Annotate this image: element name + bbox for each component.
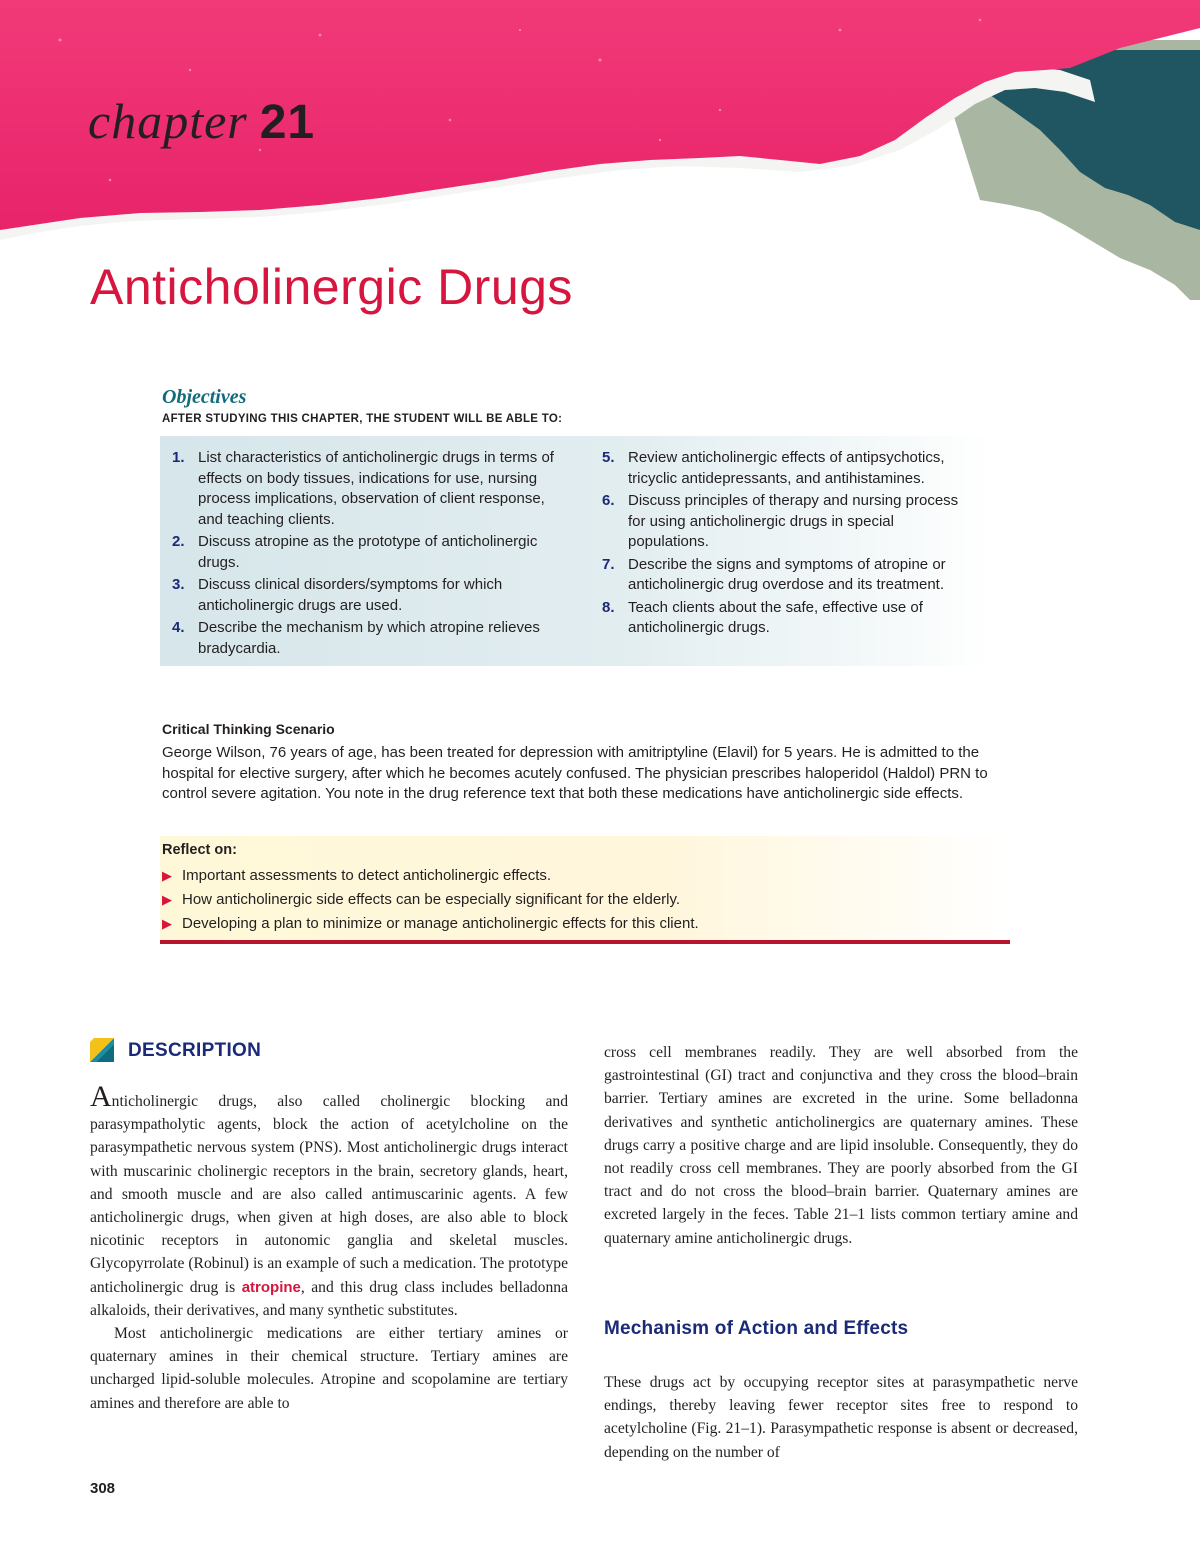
description-section-icon <box>90 1038 114 1062</box>
mechanism-column <box>604 1371 1078 1464</box>
description-paragraph-3: cross cell membranes readily. They are well absorbed from the gastrointestinal (GI) tract and conjunctiva and they cross the blood–brain barrier. Tertiary amines are excreted in the urine. Some belladonna derivatives and synthetic anticholinergics are quaternary amines. These drugs carry a positive charge and are lipid insoluble. Consequently, they do not readily cross cell membranes. They are poorly absorbed from the GI tract and do not cross the blood–brain barrier. Quaternary amines are excreted largely in the feces. Table 21–1 lists common tertiary amine and quaternary amine anticholinergic drugs. <box>604 1044 1078 1247</box>
description-paragraph-2: Most anticholinergic medications are either tertiary amines or quaternary amines in their chemical structure. Tertiary amines are uncharged lipid-soluble molecules. Atropine and scopolamine are tertiary amines and therefore are able to <box>90 1325 568 1412</box>
description-paragraph-1: Anticholinergic drugs, also called cholinergic blocking and parasympatholytic agents, block the action of acetylcholine on the parasympathetic nervous system (PNS). Most anticholinergic drugs interact with muscarinic cholinergic receptors in the brain, secretory glands, heart, and smooth muscle and are also called antimuscarinic agents. A few anticholinergic drugs, when given at high doses, are also able to block nicotinic receptors in autonomic ganglia and skeletal muscles. Glycopyrrolate (Robinul) is an example of such a medication. The prototype anticholinergic drug is atropine, and this drug class includes belladonna alkaloids, their derivatives, and many synthetic substitutes. <box>90 1080 568 1319</box>
objective-item: 4. Describe the mechanism by which atropine relieves bradycardia. <box>172 619 540 657</box>
objective-item: 1. List characteristics of anticholinergic drugs in terms of effects on body tissues, indications for use, nursing process implications, observation of client response, and teaching clients. <box>172 449 554 528</box>
arrow-bullet-icon: ▶ <box>162 868 172 883</box>
mechanism-paragraph-1: These drugs act by occupying receptor sites at parasympathetic nerve endings, thereby leaving fewer receptor sites free to respond to acetylcholine (Fig. 21–1). Parasympathetic response is absent or decreased, depending on the number of <box>604 1374 1078 1461</box>
mechanism-heading: Mechanism of Action and Effects <box>604 1318 909 1339</box>
chapter-title: Anticholinergic Drugs <box>90 259 573 315</box>
description-heading: DESCRIPTION <box>128 1040 262 1061</box>
objective-item: 7. Describe the signs and symptoms of atropine or anticholinergic drug overdose and its treatment. <box>602 555 946 593</box>
reflect-list <box>162 864 699 936</box>
reflect-item: ▶ How anticholinergic side effects can be especially significant for the elderly. <box>162 888 699 912</box>
arrow-bullet-icon: ▶ <box>162 916 172 931</box>
description-column-left <box>90 1080 568 1415</box>
critical-thinking-title: Critical Thinking Scenario <box>162 721 335 737</box>
objectives-list-right <box>602 448 962 641</box>
objectives-subheading: AFTER STUDYING THIS CHAPTER, THE STUDENT WILL BE ABLE TO: <box>162 413 563 425</box>
objective-item: 3. Discuss clinical disorders/symptoms for which anticholinergic drugs are used. <box>172 576 503 614</box>
chapter-number: 21 <box>259 96 316 149</box>
reflect-item: ▶ Important assessments to detect anticholinergic effects. <box>162 864 699 888</box>
objective-item: 5. Review anticholinergic effects of antipsychotics, tricyclic antidepressants, and antihistamines. <box>602 449 945 487</box>
description-column-right <box>604 1041 1078 1250</box>
objectives-heading: Objectives <box>162 386 247 408</box>
objective-item: 6. Discuss principles of therapy and nursing process for using anticholinergic drugs in special populations. <box>602 492 959 550</box>
drop-cap: A <box>90 1080 112 1113</box>
objectives-list-left <box>172 448 562 661</box>
page-number: 308 <box>90 1480 116 1497</box>
arrow-bullet-icon: ▶ <box>162 892 172 907</box>
reflect-item: ▶ Developing a plan to minimize or manage anticholinergic effects for this client. <box>162 912 699 936</box>
chapter-label: chapter 21 <box>88 93 316 149</box>
reflect-title: Reflect on: <box>162 842 237 858</box>
objective-item: 2. Discuss atropine as the prototype of anticholinergic drugs. <box>172 533 538 571</box>
critical-thinking-text: George Wilson, 76 years of age, has been treated for depression with amitriptyline (Elavil) for 5 years. He is admitted to the hospital for elective surgery, after which he becomes acutely confused. The physician prescribes haloperidol (Haldol) PRN to control severe agitation. You note in the drug reference text that both these medications have anticholinergic side effects. <box>162 744 988 802</box>
drug-name-highlight: atropine <box>241 1278 301 1296</box>
objective-item: 8. Teach clients about the safe, effective use of anticholinergic drugs. <box>602 598 923 636</box>
